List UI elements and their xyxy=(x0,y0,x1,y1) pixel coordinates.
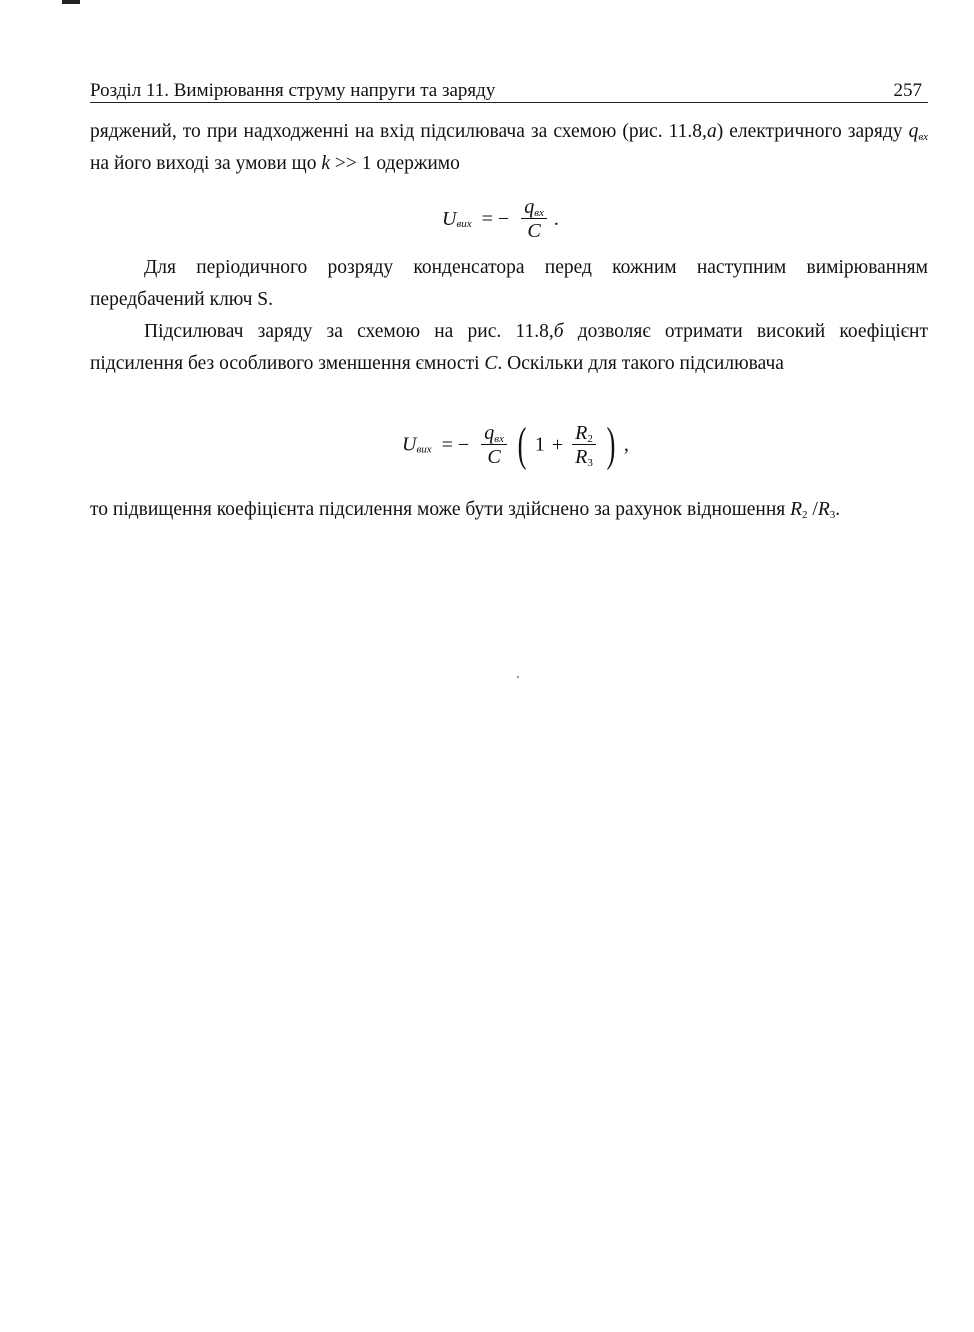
paragraph-1: ряджений, то при надходженні на вхід підсилювача за схемою (рис. 11.8,а) електричного заряду $q_{вх}$ на його виході за умови що k >> 1 одержимо xyxy=(90,121,929,174)
formula-output-voltage: $U_{вих}$ = − $\frac{q_{вх}}{C}$ . xyxy=(442,196,559,242)
fraction: $\frac{R_2}{R_3}$ xyxy=(572,422,596,469)
paragraph-2: Для періодичного розряду конденсатора перед кожним наступним вимірюванням передбачений ключ S. xyxy=(90,257,928,310)
capacitance-symbol: C xyxy=(484,353,498,374)
scan-speck xyxy=(517,676,519,678)
charge-symbol: q xyxy=(908,121,919,142)
gain-symbol: k xyxy=(321,153,330,174)
fraction: $\frac{q_{вх}}{C}$ xyxy=(521,196,547,243)
fraction: $\frac{q_{вх}}{C}$ xyxy=(481,422,507,469)
scan-artifact xyxy=(62,0,80,4)
page-number: 257 xyxy=(893,80,922,101)
paragraph-4: то підвищення коефіцієнта підсилення може бути здійснено за рахунок відношення $R_2$ $/R_3$. xyxy=(90,499,841,521)
paragraph-3: Підсилювач заряду за схемою на рис. 11.8,б дозволяє отримати високий коефіцієнт підсилення без особливого зменшення ємності C. Оскільки для такого підсилювача xyxy=(90,321,928,374)
running-header xyxy=(90,78,928,103)
section-title: Розділ 11. Вимірювання струму напруги та заряду xyxy=(90,80,496,101)
figure-letter-a: а xyxy=(706,121,717,142)
figure-letter-b: б xyxy=(553,321,564,342)
formula-charge-amplifier: $U_{вих}$ = − $\frac{q_{вх}}{C}$ ( 1 + $\frac{R_2}{R_3}$ ) , xyxy=(402,418,629,471)
